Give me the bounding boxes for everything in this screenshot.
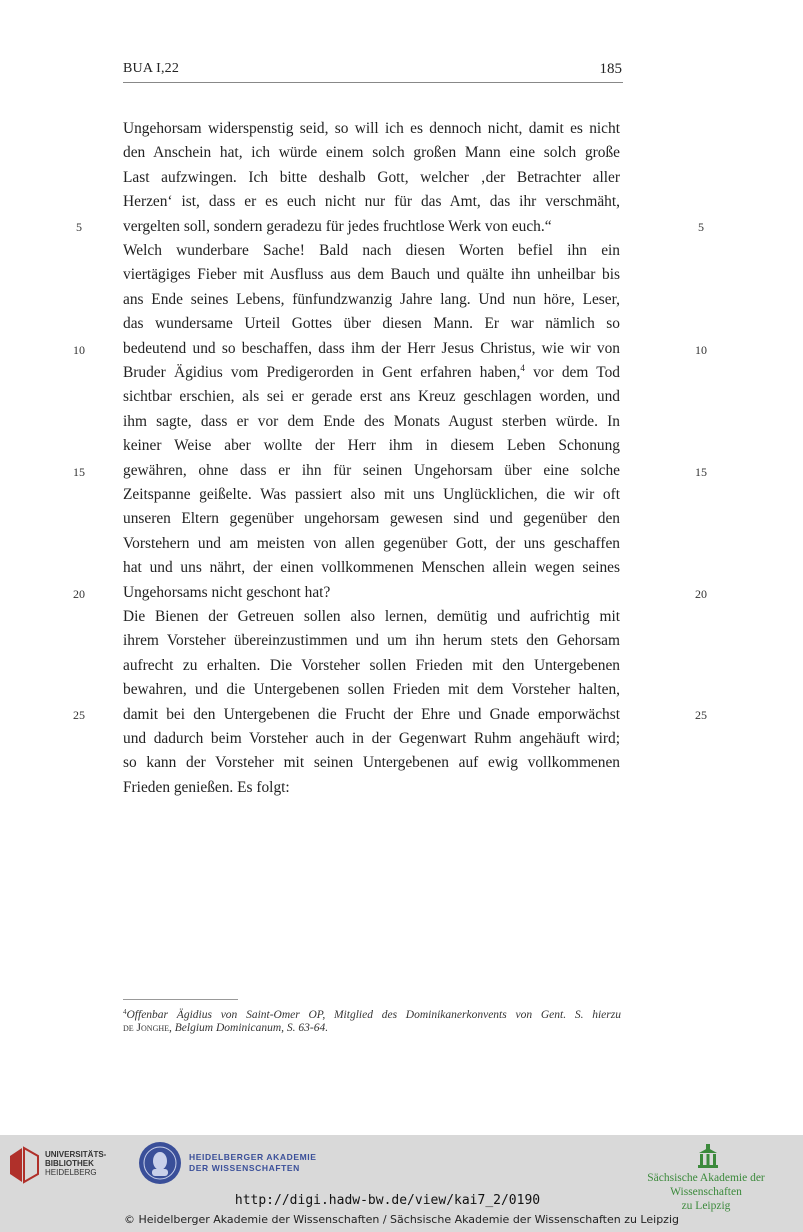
- text-line: Frieden genießen. Es folgt:: [123, 778, 290, 796]
- footnote-author: de Jonghe: [123, 1022, 170, 1034]
- line-number-left: 20: [73, 587, 85, 601]
- text-line: Zeitspanne geißelte. Was passiert also mit uns Unglücklichen, die wir oft: [123, 486, 620, 503]
- text-line: Ungehorsam widerspenstig seid, so will ich es dennoch nicht, damit es nicht: [123, 120, 620, 137]
- footnote-rule: [123, 999, 238, 1000]
- haw-line: DER WISSENSCHAFTEN: [189, 1163, 300, 1173]
- line-number-left: 10: [73, 343, 85, 357]
- text-line: viertägiges Fieber mit Ausfluss aus dem Bauch und quälte ihn unheilbar bis: [123, 266, 620, 284]
- ub-line: HEIDELBERG: [45, 1168, 97, 1177]
- university-library-logo-icon[interactable]: [8, 1144, 40, 1186]
- text-segment: Bruder Ägidius vom Predigerorden in Gent erfahren haben,: [123, 364, 521, 381]
- text-line: aufrecht zu erhalten. Die Vorsteher sollen Frieden mit den Untergebenen: [123, 656, 620, 674]
- text-line: hat und uns nährt, der einen vollkommenen Menschen allein wegen seines: [123, 559, 620, 577]
- text-line: den Anschein hat, ich würde einem solch großen Mann eine solch große: [123, 144, 620, 162]
- line-number-right: 25: [695, 708, 707, 722]
- header-rule: [123, 82, 623, 83]
- text-line: ihm sagte, dass er vor dem Ende des Monats August sterben würde. In: [123, 412, 620, 430]
- footnote-text: Offenbar Ägidius von Saint-Omer OP, Mitglied des Dominikanerkonvents von Gent. S. hierzu: [126, 1009, 621, 1021]
- heidelberg-academy-name[interactable]: [189, 1152, 317, 1174]
- text-line: das wundersame Urteil Gottes über diesen Mann. Er war nämlich so: [123, 315, 620, 333]
- footnote-marker: 4: [123, 1008, 127, 1016]
- copyright-notice: © Heidelberger Akademie der Wissenschaften / Sächsische Akademie der Wissenschaften zu Leipzig: [123, 1213, 679, 1226]
- text-line: Vorstehern und am meisten von allen gegenüber Gott, der uns geschaffen: [123, 534, 620, 552]
- footnote-text: , Belgium Dominicanum, S. 63-64.: [169, 1022, 329, 1034]
- academy-seal-icon[interactable]: [139, 1142, 181, 1184]
- text-line: Last aufzwingen. Ich bitte deshalb Gott, welcher ‚der Betrachter aller: [123, 168, 620, 186]
- text-line: sichtbar erschien, als sei er gerade erst ans Kreuz geschlagen worden, und: [123, 388, 620, 406]
- ub-line: UNIVERSITÄTS-: [45, 1150, 107, 1159]
- saxon-academy-building-icon[interactable]: [697, 1143, 719, 1169]
- line-number-left: 5: [76, 220, 82, 234]
- text-line: ans Ende seines Lebens, fünfundzwanzig Jahre lang. Und nun höre, Leser,: [123, 290, 620, 308]
- footer-bar: [0, 1135, 803, 1232]
- footnote-line: [123, 1020, 621, 1036]
- text-line: und dadurch beim Vorsteher auch in der Gegenwart Ruhm angehäuft wird;: [123, 730, 620, 747]
- text-line: Herzen‘ ist, dass er es euch nicht nur für das Amt, das ihr verschmäht,: [123, 193, 620, 211]
- text-line: keiner Weise aber wollte der Herr ihm in diesem Leben Schonung: [123, 437, 620, 455]
- page-number: 185: [599, 61, 622, 77]
- saw-line: Sächsische Akademie der Wissenschaften: [647, 1172, 765, 1198]
- footnote-reference[interactable]: 4: [520, 363, 525, 373]
- text-line: ihrem Vorsteher übereinzustimmen und um ihn herum stets den Gehorsam: [123, 632, 620, 650]
- line-number-left: 15: [73, 465, 85, 479]
- text-line: Die Bienen der Getreuen sollen also lernen, demütig und aufrichtig mit: [123, 608, 620, 625]
- line-number-right: 10: [695, 343, 707, 357]
- saw-line: zu Leipzig: [681, 1200, 731, 1212]
- text-line: bewahren, und die Untergebenen sollen Frieden mit dem Vorsteher halten,: [123, 681, 620, 699]
- text-line: unseren Eltern gegenüber ungehorsam gewesen sind und gegenüber den: [123, 510, 620, 528]
- text-line: [123, 361, 620, 385]
- line-number-right: 20: [695, 587, 707, 601]
- text-line: Welch wunderbare Sache! Bald nach diesen Worten befiel ihn ein: [123, 242, 620, 259]
- university-library-name[interactable]: [45, 1150, 106, 1177]
- ub-line: BIBLIOTHEK: [45, 1159, 94, 1168]
- text-line: bedeutend und so beschaffen, dass ihm der Herr Jesus Christus, wie wir von: [123, 339, 620, 357]
- line-number-left: 25: [73, 708, 85, 722]
- line-number-right: 15: [695, 465, 707, 479]
- text-line: Ungehorsams nicht geschont hat?: [123, 583, 331, 601]
- text-segment: vor dem Tod: [533, 364, 620, 381]
- text-line: vergelten soll, sondern geradezu für jedes fruchtlose Werk von euch.“: [123, 217, 552, 235]
- text-line: gewähren, ohne dass er ihn für seinen Ungehorsam über eine solche: [123, 461, 620, 479]
- haw-line: HEIDELBERGER AKADEMIE: [189, 1152, 317, 1162]
- running-header: BUA I,22: [123, 61, 180, 76]
- line-number-right: 5: [698, 220, 704, 234]
- permalink-url[interactable]: http://digi.hadw-bw.de/view/kai7_2/0190: [234, 1193, 541, 1208]
- text-line: so kann der Vorsteher mit seinen Untergebenen auf ewig vollkommenen: [123, 754, 620, 772]
- text-line: damit bei den Untergebenen die Frucht der Ehre und Gnade emporwächst: [123, 705, 620, 723]
